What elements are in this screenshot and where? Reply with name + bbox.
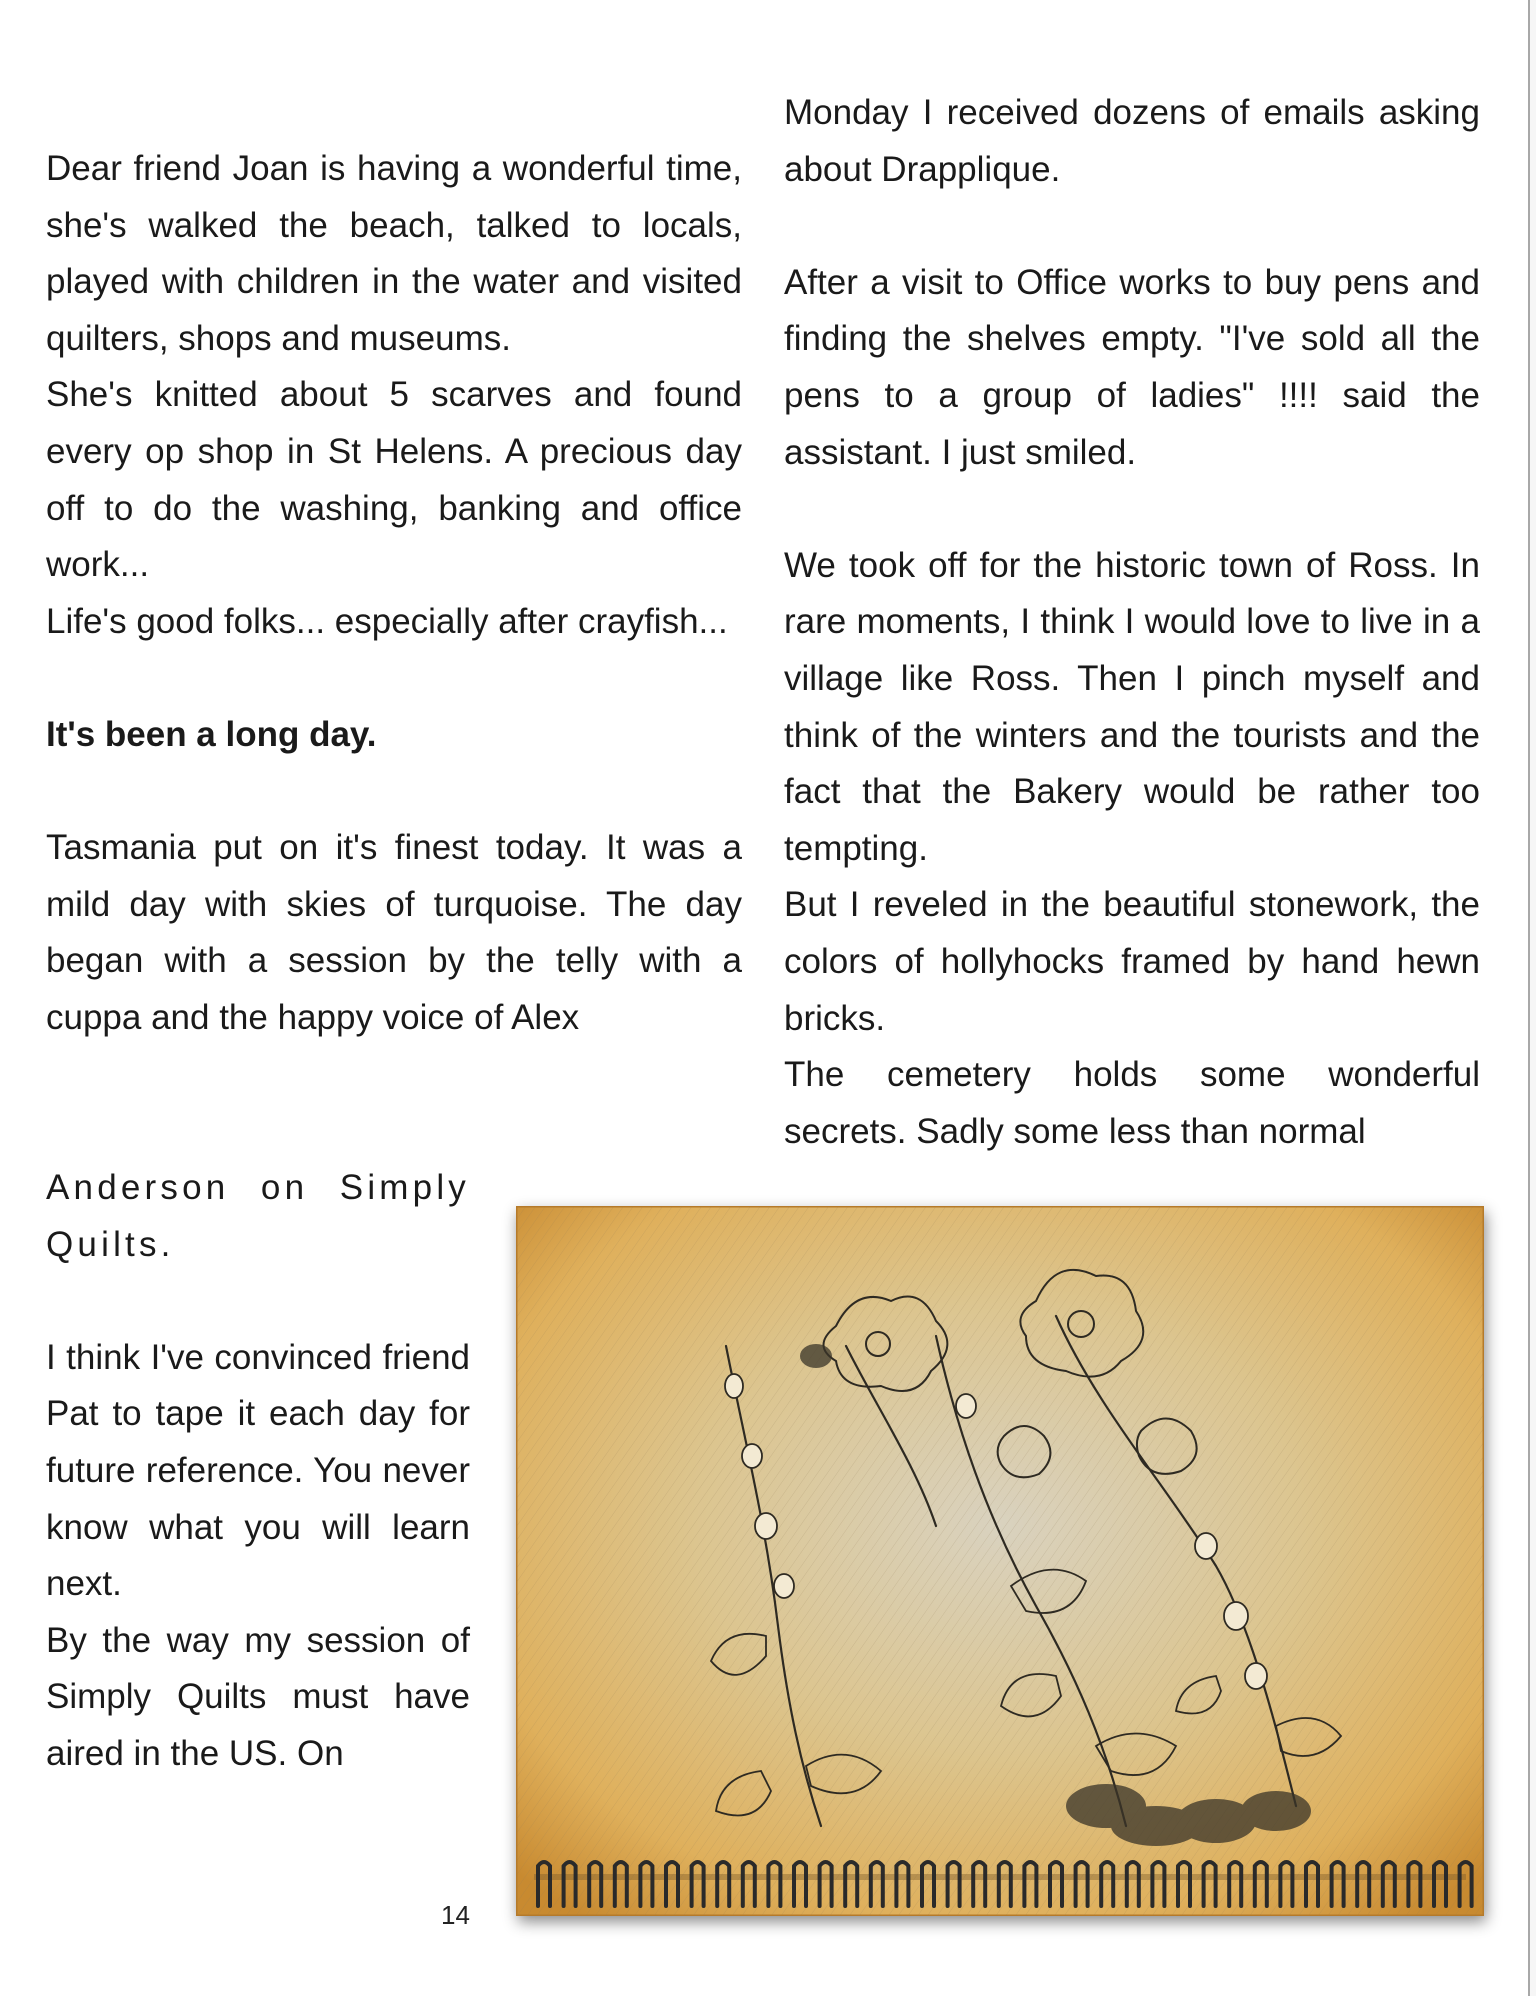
left-column [46, 141, 742, 1047]
left-paragraph-3: Life's good folks... especially after crayfish... [46, 601, 728, 641]
right-paragraph-5: The cemetery holds some wonderful secrets. Sadly some less than normal [784, 1055, 1480, 1151]
left-paragraph-4-end: Anderson on Simply Quilts. [46, 1168, 470, 1264]
left-paragraph-5: I think I've convinced friend Pat to tape it each day for future reference. You never know what you will learn next. [46, 1337, 470, 1604]
left-paragraph-2: She's knitted about 5 scarves and found every op shop in St Helens. A precious day off to do the washing, banking and office work... [46, 375, 742, 585]
left-paragraph-1: Dear friend Joan is having a wonderful time, she's walked the beach, talked to locals, played with children in the water and visited quilters, shops and museums. [46, 149, 742, 358]
page-number: 14 [441, 1900, 470, 1930]
left-paragraph-4: Tasmania put on it's finest today. It was a mild day with skies of turquoise. The day began with a session by the telly with a cuppa and the happy voice of Alex [46, 828, 742, 1037]
left-wrap-column [46, 1160, 470, 1783]
left-paragraph-6: By the way my session of Simply Quilts must have aired in the US. On [46, 1620, 470, 1773]
right-paragraph-3: We took off for the historic town of Ross. In rare moments, I think I would love to live in a village like Ross. Then I pinch myself and think of the winters and the tourists and the fact that the Bakery would be rather too tempting. [784, 545, 1480, 868]
hollyhock-sketch-illustration [516, 1206, 1484, 1916]
right-paragraph-4: But I reveled in the beautiful stonework, the colors of hollyhocks framed by hand hewn bricks. [784, 885, 1480, 1038]
section-heading: It's been a long day. [46, 714, 377, 754]
hollyhock-sketchbook-icon [516, 1206, 1484, 1916]
right-paragraph-1: Monday I received dozens of emails asking about Drapplique. [784, 93, 1480, 189]
page-edge [1528, 0, 1536, 1996]
right-paragraph-2: After a visit to Office works to buy pens and finding the shelves empty. "I've sold all the pens to a group of ladies" !!!! said the assistant. I just smiled. [784, 262, 1480, 472]
right-column [784, 85, 1480, 1160]
